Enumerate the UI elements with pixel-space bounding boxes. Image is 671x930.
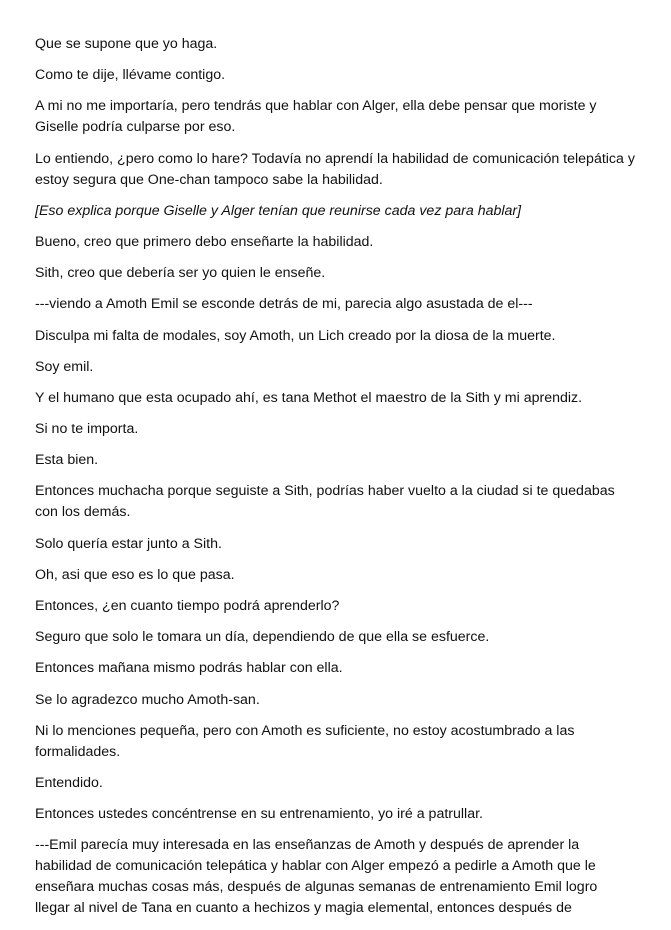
paragraph: Oh, asi que eso es lo que pasa. — [35, 566, 235, 583]
paragraph: Que se supone que yo haga. — [35, 36, 218, 52]
paragraph: Si no te importa. — [35, 421, 139, 438]
paragraph: Solo quería estar junto a Sith. — [35, 535, 222, 552]
document-page — [35, 34, 635, 930]
paragraph: Entonces mañana mismo podrás hablar con ella. — [35, 660, 343, 677]
paragraph: ---Emil parecía muy interesada en las enseñanzas de Amoth y después de aprender la habilidad de comunicación telepática y hablar con Alger empezó a pedirle a Amoth que le enseñara muchas cosas más, después de algunas semanas de entrenamiento Emil logro llegar al nivel de Tana en cuanto a hechizos y magia elemental, entonces después de — [35, 837, 598, 917]
paragraph-italic-aside: [Eso explica porque Giselle y Alger tenían que reunirse cada vez para hablar] — [35, 202, 522, 219]
paragraph: Soy emil. — [35, 358, 94, 375]
paragraph: Lo entiendo, ¿pero como lo hare? Todavía no aprendí la habilidad de comunicación telepática y estoy segura que One-chan tampoco sabe la habilidad. — [35, 150, 635, 188]
paragraph: Sith, creo que debería ser yo quien le enseñe. — [35, 265, 326, 282]
paragraph: Entendido. — [35, 774, 103, 791]
paragraph: A mi no me importaría, pero tendrás que hablar con Alger, ella debe pensar que moriste y Giselle podría culparse por eso. — [35, 98, 597, 136]
paragraph: Seguro que solo le tomara un día, dependiendo de que ella se esfuerce. — [35, 629, 490, 646]
paragraph: Disculpa mi falta de modales, soy Amoth, un Lich creado por la diosa de la muerte. — [35, 327, 556, 344]
paragraph: Entonces ustedes concéntrense en su entrenamiento, yo iré a patrullar. — [35, 806, 483, 823]
paragraph: Ni lo menciones pequeña, pero con Amoth es suficiente, no estoy acostumbrado a las formalidades. — [35, 722, 575, 760]
paragraph: Entonces, ¿en cuanto tiempo podrá aprenderlo? — [35, 598, 340, 614]
paragraph: Entonces muchacha porque seguiste a Sith, podrías haber vuelto a la ciudad si te quedabas con los demás. — [35, 483, 615, 521]
paragraph: Como te dije, llévame contigo. — [35, 67, 226, 84]
paragraph: Se lo agradezco mucho Amoth-san. — [35, 691, 260, 708]
paragraph: Esta bien. — [35, 452, 99, 469]
paragraph: Bueno, creo que primero debo enseñarte la habilidad. — [35, 233, 374, 250]
paragraph: Y el humano que esta ocupado ahí, es tana Methot el maestro de la Sith y mi aprendiz. — [35, 389, 583, 406]
paragraph: ---viendo a Amoth Emil se esconde detrás de mi, parecia algo asustada de el--- — [35, 296, 533, 313]
